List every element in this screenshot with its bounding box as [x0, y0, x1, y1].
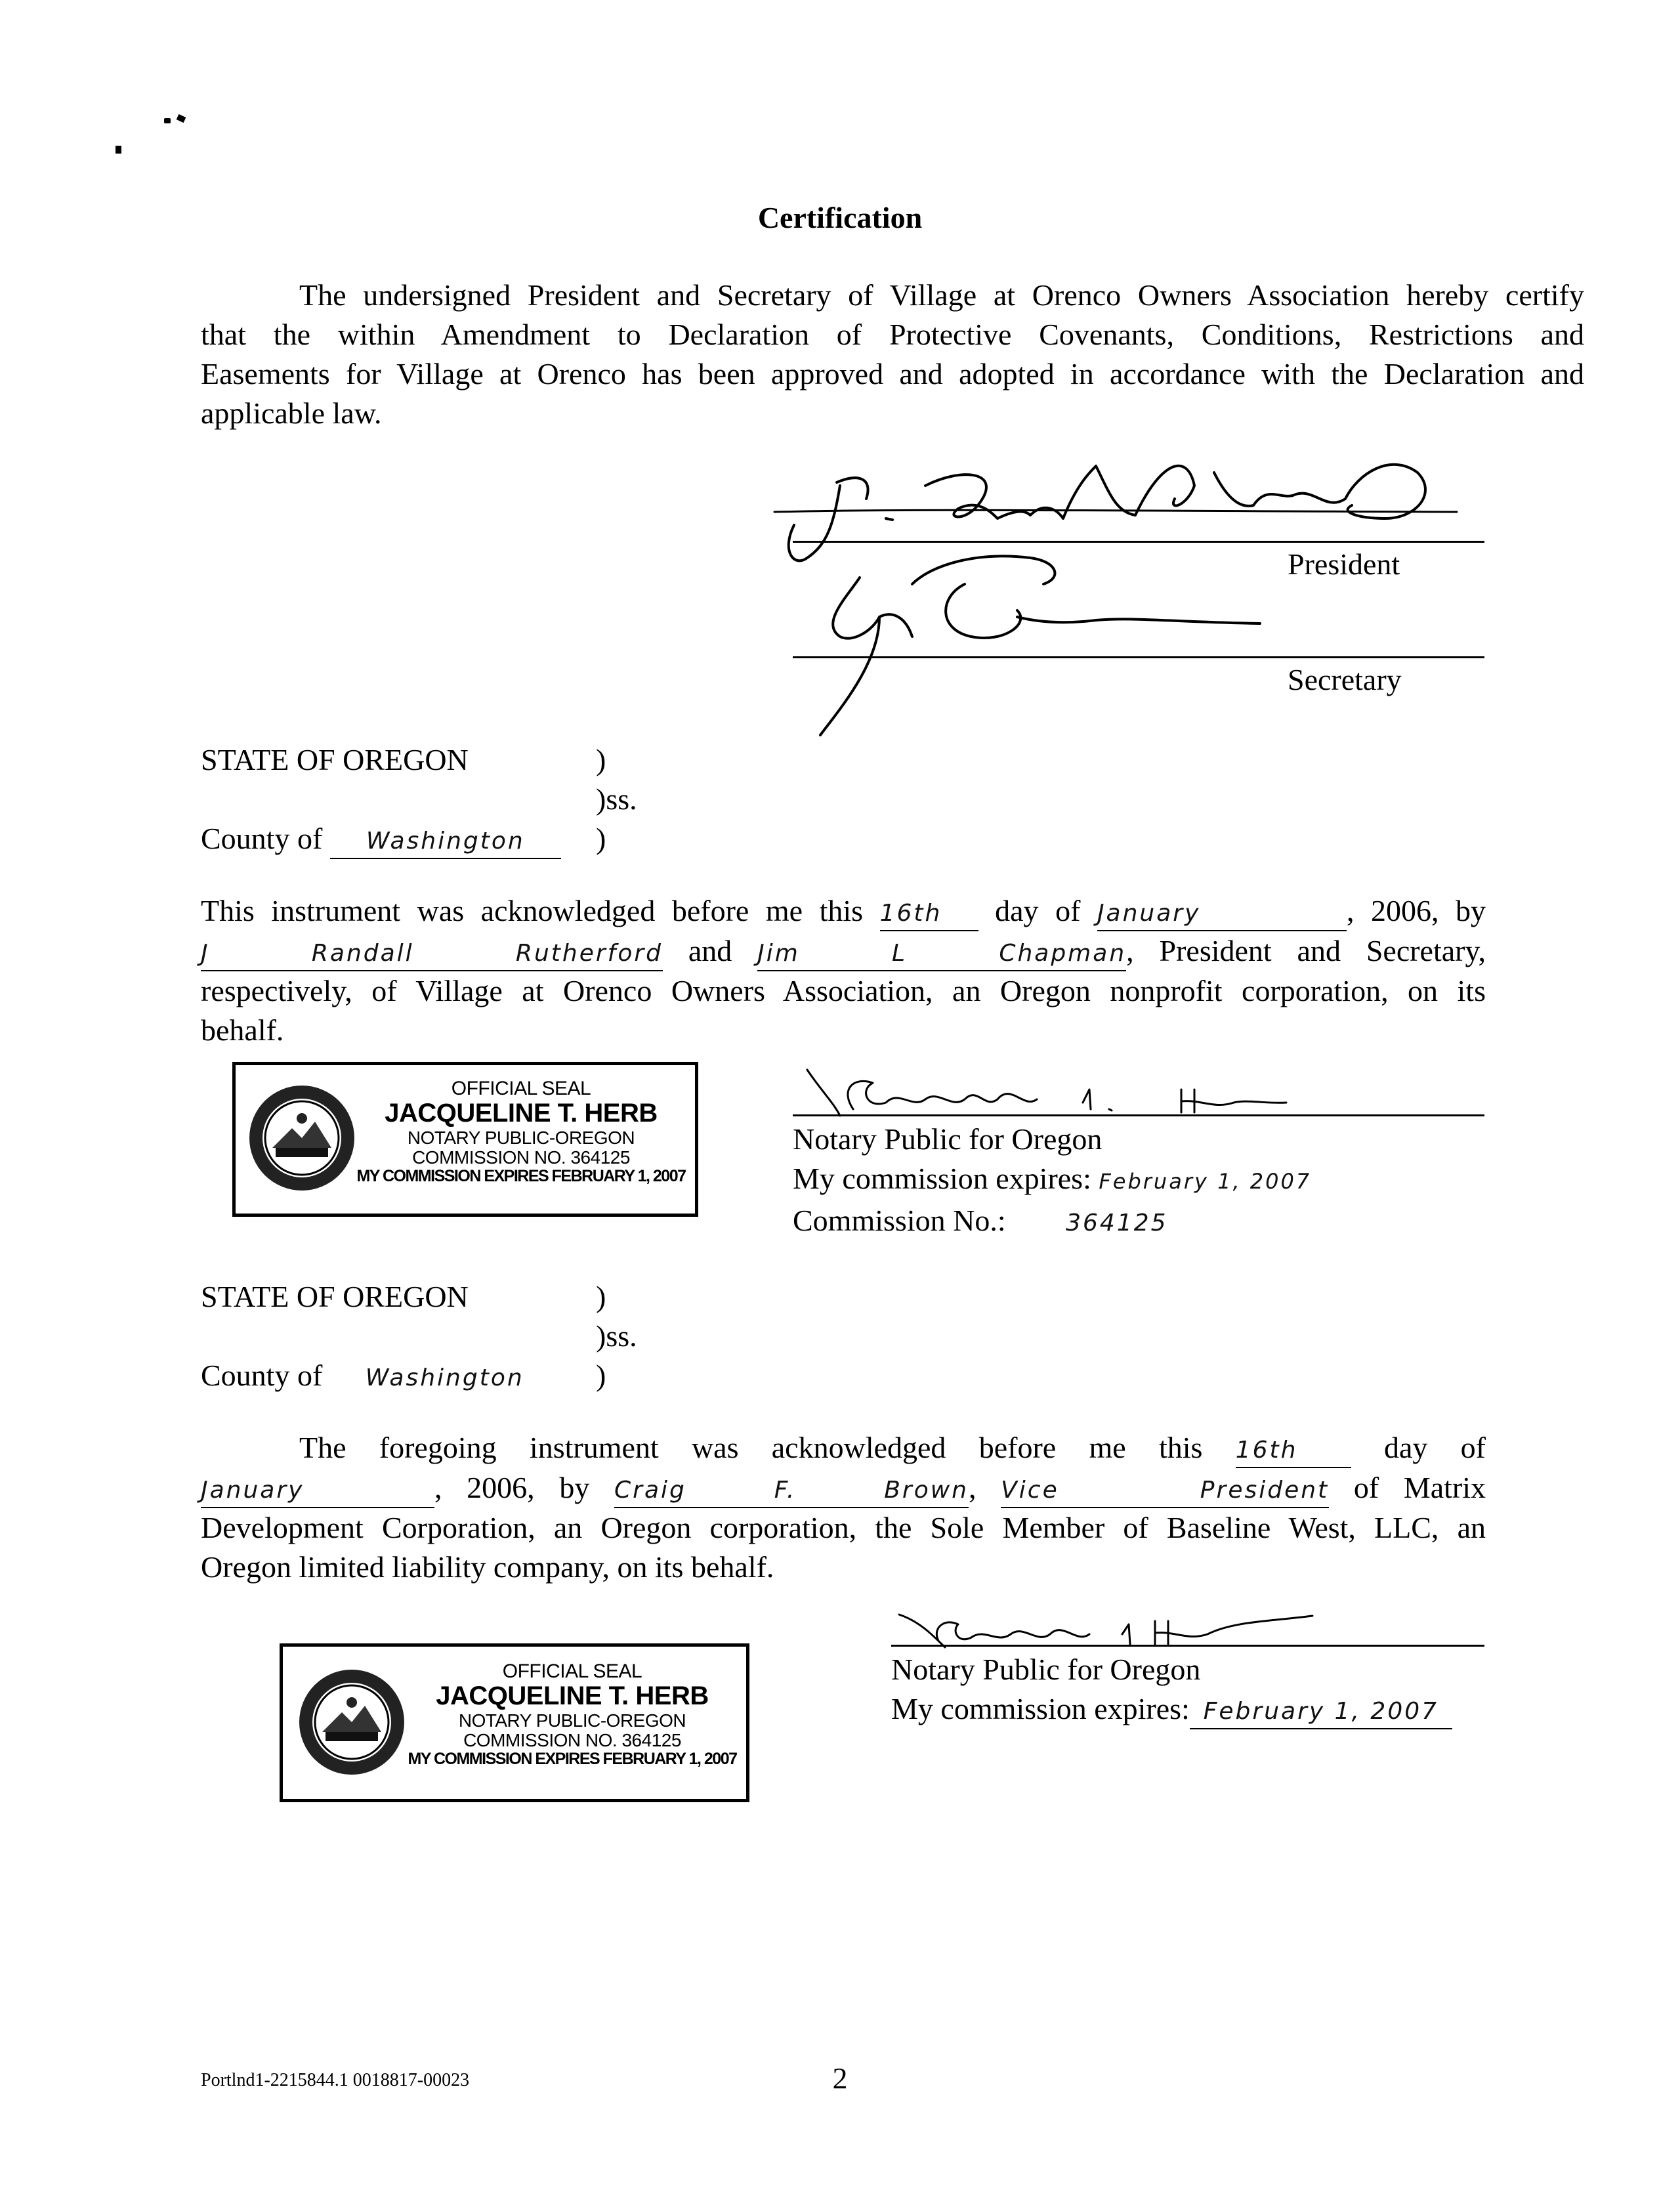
seal-line-2: JACQUELINE T. HERB: [385, 1099, 658, 1128]
ack1-paragraph: [201, 891, 1486, 1050]
ack1-county-value: Washington: [330, 825, 561, 859]
intro-line-2: that the within Amendment to Declaration of Protective Covenants, Conditions, Restrictions and: [201, 318, 1584, 351]
seal-line-1: OFFICIAL SEAL: [451, 1078, 591, 1099]
ack2-name: Craig F. Brown: [614, 1474, 969, 1508]
ack1-line-4: behalf.: [201, 1013, 284, 1047]
seal-text: [354, 1078, 688, 1185]
president-title: President: [1288, 547, 1400, 581]
notary-title-2: Notary Public for Oregon: [891, 1653, 1201, 1686]
seal-line-3: NOTARY PUBLIC-OREGON: [407, 1127, 635, 1148]
ack1-line-1: [201, 891, 1486, 931]
ack2-title: Vice President: [1001, 1474, 1329, 1508]
notary-expires-value-2: February 1, 2007: [1190, 1695, 1452, 1729]
ack2-ss: )ss.: [596, 1319, 637, 1353]
intro-line-1: The undersigned President and Secretary of Village at Orenco Owners Association hereby certify: [299, 278, 1584, 312]
ack2-state: STATE OF OREGON: [201, 1280, 469, 1313]
ack2-day: 16th: [1236, 1434, 1351, 1468]
notary-signature-line-2: [891, 1645, 1484, 1647]
seal-line-4: COMMISSION NO. 364125: [463, 1729, 681, 1750]
ack1-month: January: [1097, 897, 1347, 931]
notary-expires-row-2: [891, 1689, 1452, 1729]
ack2-paragraph: [201, 1428, 1486, 1587]
ack2-comma: ,: [969, 1471, 976, 1504]
ack2-month: January: [201, 1474, 434, 1508]
ack2-county-row: [201, 1356, 524, 1398]
ack1-text-3: , 2006, by: [1346, 894, 1486, 927]
notary-expires-value-1: February 1, 2007: [1099, 1169, 1312, 1194]
ack2-text-2: day of: [1383, 1431, 1486, 1464]
notary-expires-row-1: [793, 1159, 1311, 1201]
ack2-line-1: [201, 1428, 1486, 1468]
ack1-name-1: J Randall Rutherford: [201, 937, 663, 971]
notary-block-1: [793, 1120, 1311, 1243]
ack2-line-2: [201, 1468, 1486, 1508]
ack2-county-value: Washington: [365, 1364, 524, 1391]
intro-paragraph: [201, 276, 1584, 433]
notary-commission-row-1: [793, 1201, 1311, 1243]
notary-commission-label-1: Commission No.:: [793, 1204, 1006, 1237]
ack1-text-2: day of: [995, 894, 1081, 927]
scan-speck: [164, 118, 171, 123]
ack1-county-label: County of: [201, 822, 323, 855]
seal-line-2: JACQUELINE T. HERB: [436, 1681, 709, 1711]
ack2-text-1: The foregoing instrument was acknowledged before me this: [299, 1431, 1203, 1464]
notary-commission-value-1: 364125: [1066, 1210, 1168, 1236]
secretary-signature-line: [793, 656, 1484, 658]
ack2-county-label: County of: [201, 1359, 323, 1392]
page-title: Certification: [757, 201, 923, 234]
notary-seal: [232, 1062, 698, 1217]
ack2-line-4: Oregon limited liability company, on its behalf.: [201, 1550, 774, 1584]
seal-line-4: COMMISSION NO. 364125: [412, 1147, 630, 1168]
scan-speck: [177, 114, 186, 123]
ack1-name-2: Jim L Chapman: [757, 937, 1126, 971]
notary-title-1: Notary Public for Oregon: [793, 1122, 1102, 1156]
seal-line-3: NOTARY PUBLIC-OREGON: [458, 1710, 686, 1731]
seal-text: [405, 1661, 740, 1768]
notary-expires-label-2: My commission expires:: [891, 1692, 1190, 1725]
ack1-state: STATE OF OREGON: [201, 743, 469, 776]
ack1-paren-1: ): [596, 743, 606, 776]
notary-seal: [280, 1643, 749, 1802]
ack1-line-3: respectively, of Village at Orenco Owners Association, an Oregon nonprofit corporation, on its: [201, 974, 1486, 1007]
secretary-signature: [781, 545, 1280, 742]
state-seal-emblem: [296, 1666, 408, 1778]
notary-block-2: [891, 1650, 1452, 1729]
ack1-county-row: [201, 819, 561, 859]
seal-line-5: MY COMMISSION EXPIRES FEBRUARY 1, 2007: [408, 1750, 737, 1769]
secretary-title: Secretary: [1288, 663, 1402, 696]
footer-page-number: 2: [832, 2061, 848, 2095]
ack1-text-4: , President and Secretary,: [1126, 934, 1486, 967]
ack1-line-2: [201, 931, 1486, 971]
ack2-paren-3: ): [596, 1359, 606, 1392]
notary-signature-line-1: [793, 1114, 1484, 1116]
footer-doc-id: Portlnd1-2215844.1 0018817-00023: [201, 2070, 470, 2090]
intro-line-3: Easements for Village at Orenco has been approved and adopted in accordance with the Declaration and: [201, 357, 1584, 391]
ack1-ss: )ss.: [596, 782, 637, 816]
president-signature-line: [793, 541, 1484, 543]
ack2-text-3: , 2006, by: [434, 1471, 590, 1504]
seal-line-5: MY COMMISSION EXPIRES FEBRUARY 1, 2007: [356, 1167, 686, 1186]
ack1-paren-3: ): [596, 822, 606, 855]
seal-line-1: OFFICIAL SEAL: [502, 1660, 642, 1682]
ack2-line-3: Development Corporation, an Oregon corporation, the Sole Member of Baseline West, LLC, an: [201, 1511, 1486, 1544]
ack2-paren-1: ): [596, 1280, 606, 1313]
ack1-day: 16th: [880, 897, 978, 931]
ack2-text-4: of Matrix: [1353, 1471, 1486, 1504]
intro-line-4: applicable law.: [201, 396, 382, 430]
ack1-text-1: This instrument was acknowledged before me this: [201, 894, 864, 927]
notary-expires-label-1: My commission expires:: [793, 1162, 1091, 1195]
ack1-and: and: [688, 934, 732, 967]
scan-speck: [116, 146, 121, 154]
state-seal-emblem: [246, 1082, 358, 1194]
